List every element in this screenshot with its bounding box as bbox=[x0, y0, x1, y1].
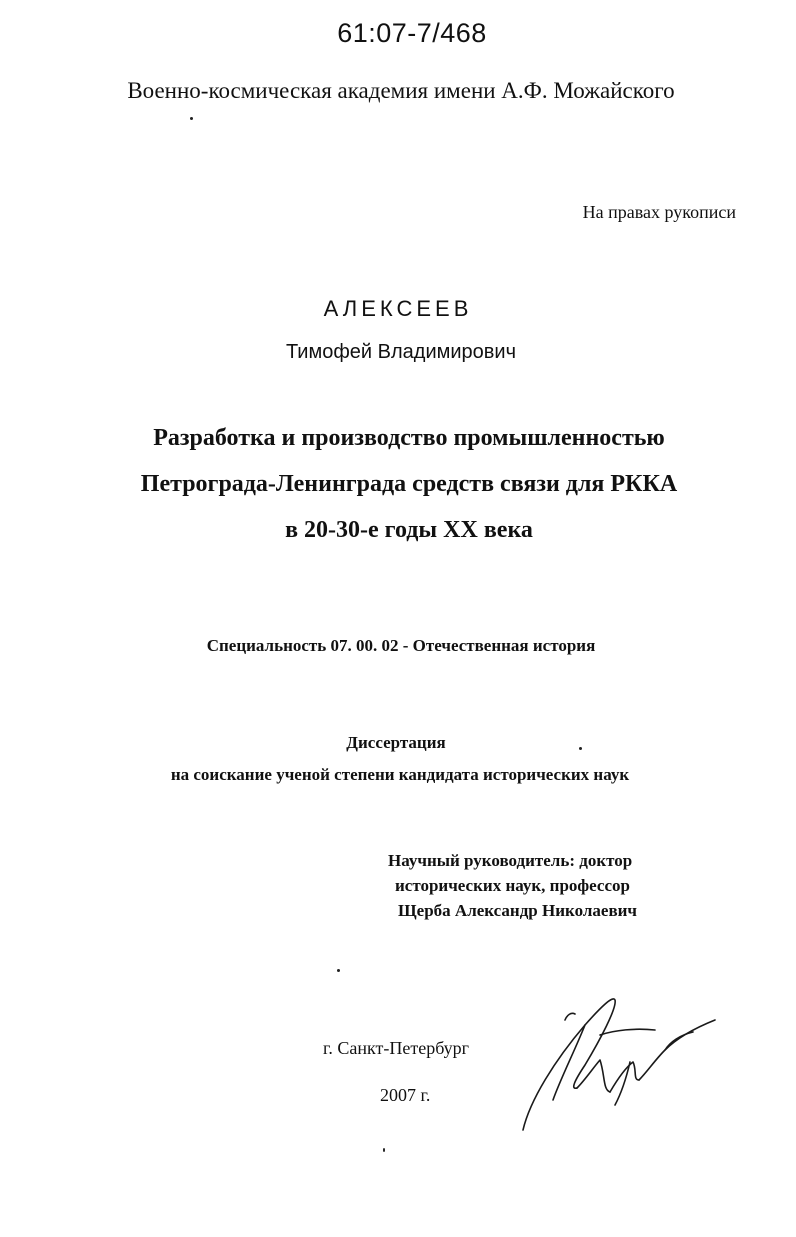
advisor-line-3: Щерба Александр Николаевич bbox=[398, 901, 638, 920]
city: г. Санкт-Петербург bbox=[323, 1038, 470, 1058]
scan-speck bbox=[337, 969, 340, 972]
author-surname: АЛЕКСЕЕВ bbox=[323, 296, 473, 321]
specialty: Специальность 07. 00. 02 - Отечественная история bbox=[206, 636, 596, 655]
rights-notice: На правах рукописи bbox=[582, 202, 736, 222]
title-line-2: Петрограда-Ленинграда средств связи для РККА bbox=[140, 471, 678, 497]
author-given-names: Тимофей Владимирович bbox=[285, 341, 517, 363]
scan-speck bbox=[383, 1148, 385, 1152]
title-line-3: в 20-30-е годы XX века bbox=[285, 517, 533, 543]
scan-speck bbox=[579, 747, 582, 750]
year: 2007 г. bbox=[380, 1085, 431, 1105]
title-line-1: Разработка и производство промышленностью bbox=[153, 425, 665, 451]
degree-statement: на соискание ученой степени кандидата исторических наук bbox=[170, 765, 630, 784]
advisor-line-2: исторических наук, профессор bbox=[395, 876, 630, 895]
catalog-number: 61:07-7/468 bbox=[337, 18, 487, 48]
advisor-line-1: Научный руководитель: доктор bbox=[388, 851, 633, 870]
institution-name: Военно-космическая академия имени А.Ф. Можайского bbox=[127, 78, 675, 103]
document-type: Диссертация bbox=[346, 733, 446, 752]
scan-speck bbox=[190, 117, 193, 120]
handwritten-signature bbox=[515, 980, 730, 1140]
